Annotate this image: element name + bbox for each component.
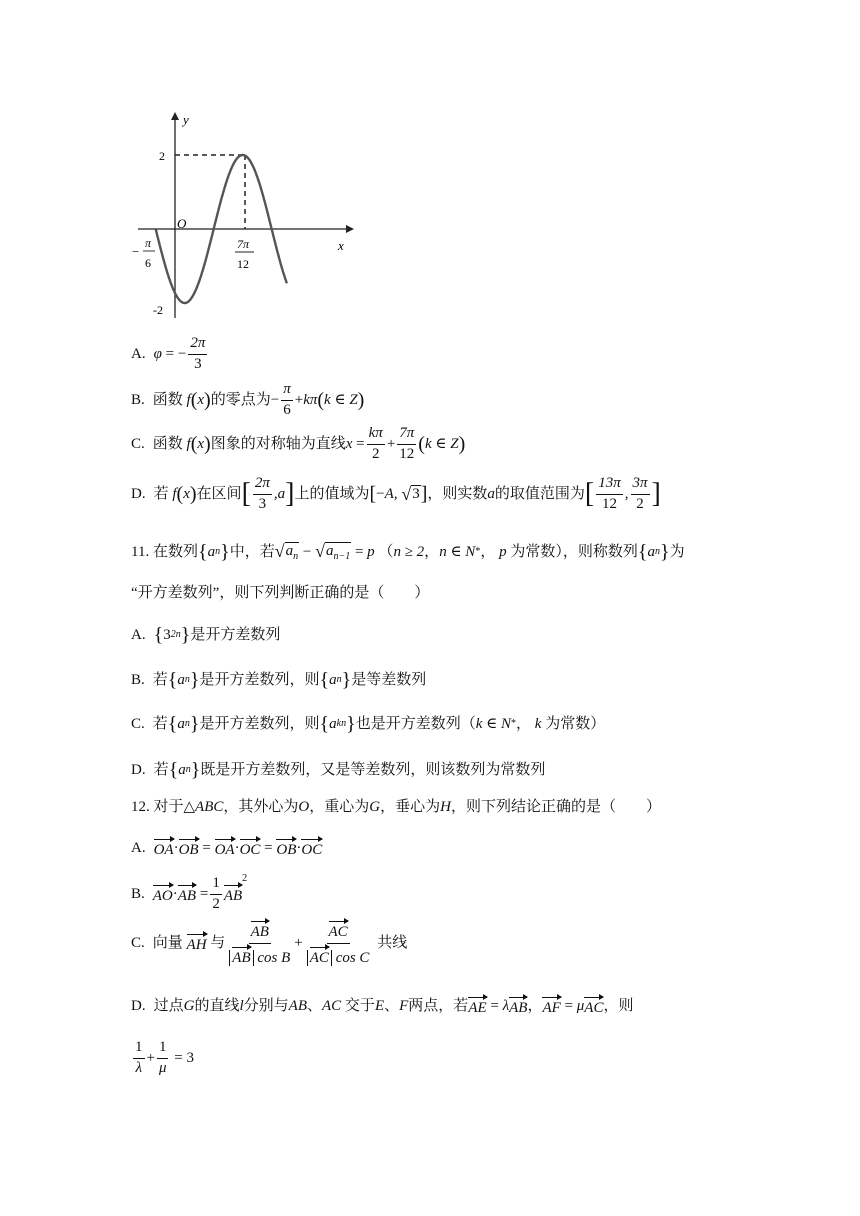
y-bottom-label: -2 <box>153 303 163 317</box>
q10-option-d: D. 若 f ( x ) 在区间 [ $\frac{2\pi}{3}$ , a ] 上的值域为 [ − A , √ 3 ] ，则实数 a 的取值范围为 [ $\frac{13\pi}{12}$ , $\frac{3\pi}{2}$ ] <box>131 475 661 512</box>
q12-option-a: A. OA · OB = OA · OC = OB · OC <box>131 839 323 858</box>
x-mid-den: 12 <box>237 257 249 271</box>
q10-option-a: A. φ = − $\frac{2\pi}{3}$ <box>131 335 206 372</box>
q12-option-d-cont: $\frac{1}{\lambda}$ + $\frac{1}{\mu}$ = 3 <box>135 1039 194 1076</box>
origin-label: O <box>177 216 187 231</box>
sine-graph <box>128 110 358 320</box>
y-top-label: 2 <box>159 149 165 163</box>
q12-option-d: D. 过点 G 的直线 l 分别与 AB 、 AC 交于 E 、 F 两点，若 AE = λ AB ， AF = μ AC ，则 <box>131 997 634 1016</box>
q10-option-b: B. 函数 f ( x ) 的零点为 − $\frac{\pi}{6}$ + kπ ( k ∈ Z ) <box>131 381 365 418</box>
q11-option-a: A. { 3 2n } 是开方差数列 <box>131 624 281 646</box>
q10-option-c: C. 函数 f ( x ) 图象的对称轴为直线 x = $\frac{k\pi}{2}$ + $\frac{7\pi}{12}$ ( k ∈ Z ) <box>131 425 466 462</box>
q12-stem: 12. 对于△ ABC ，其外心为 O ，重心为 G ，垂心为 H ，则下列结论正确的是（ ） <box>131 799 661 815</box>
x-axis-label: x <box>338 238 344 253</box>
q12-option-b: B. AO · AB = $\frac{1}{2}$ AB 2 <box>131 873 248 912</box>
q11-option-b: B. 若 { a n } 是开方差数列，则 { a n } 是等差数列 <box>131 669 427 691</box>
x-left-num: π <box>145 236 152 250</box>
q11-stem-line2: “开方差数列”，则下列判断正确的是（ ） <box>131 585 430 601</box>
x-left-minus: − <box>132 244 140 259</box>
q11-option-c: C. 若 { a n } 是开方差数列，则 { a kn } 也是开方差数列（ k ∈ N * ， k 为常数） <box>131 713 606 735</box>
q12-option-c: C. 向量 AH 与 $\frac{AB}{\text{AB cos B}}$ + $\frac{AC}{\text{AC cos C}}$ 共线 <box>131 920 407 967</box>
y-axis-label: y <box>183 112 189 127</box>
q11-stem-line1: 11. 在数列 { a n } 中，若 √ $a_n$ − √ $a_{n-1}$ = p （ n ≥ 2 ， n ∈ N * ， p 为常数），则称数列 { a n } 为 <box>131 541 685 563</box>
q11-option-d: D. 若 { a n } 既是开方差数列，又是等差数列，则该数列为常数列 <box>131 759 546 781</box>
x-left-den: 6 <box>145 256 151 270</box>
x-mid-num: 7π <box>237 237 250 251</box>
